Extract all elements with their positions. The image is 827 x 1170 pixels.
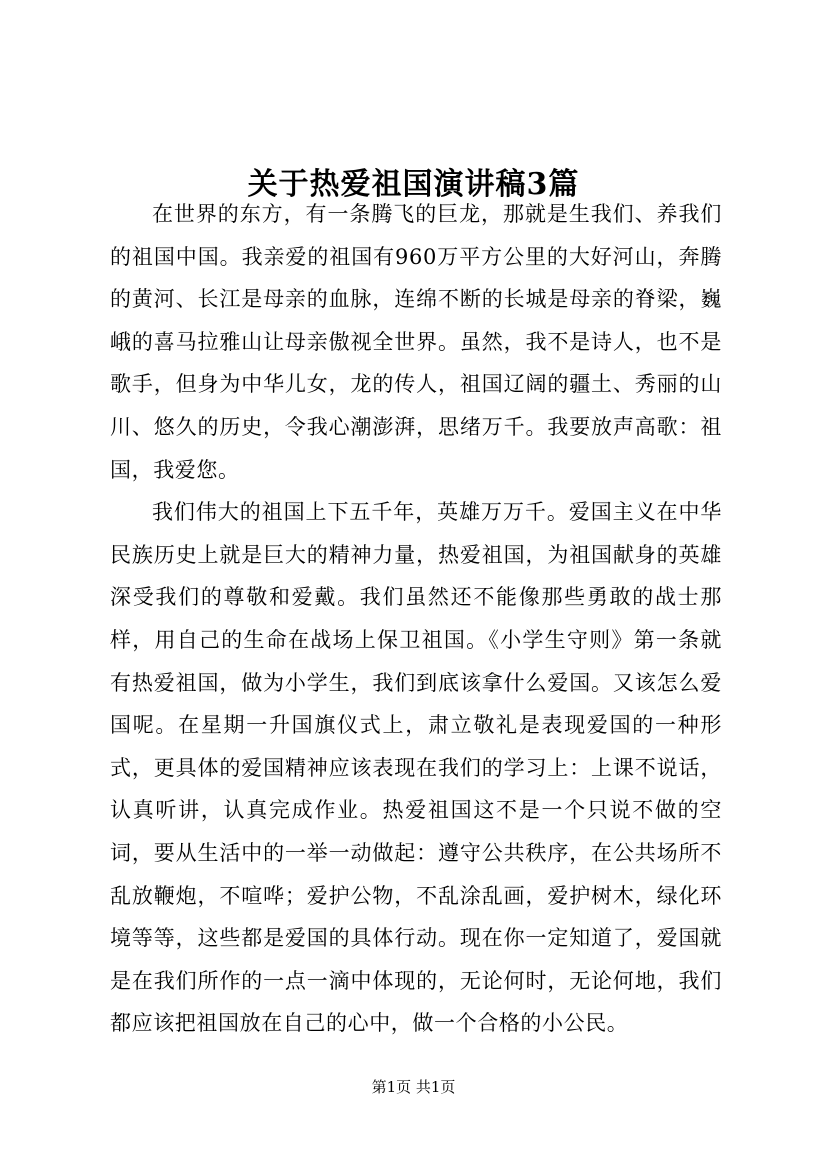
- paragraph-2: 我们伟大的祖国上下五千年，英雄万万千。爱国主义在中华民族历史上就是巨大的精神力量，热爱祖国，为祖国献身的英雄深受我们的尊敬和爱戴。我们虽然还不能像那些勇敢的战士那样，用自己的生命在战场上保卫祖国。《小学生守则》第一条就有热爱祖国，做为小学生，我们到底该拿什么爱国。又该怎么爱国呢。在星期一升国旗仪式上，肃立敬礼是表现爱国的一种形式，更具体的爱国精神应该表现在我们的学习上：上课不说话，认真听讲，认真完成作业。热爱祖国这不是一个只说不做的空词，要从生活中的一举一动做起：遵守公共秩序，在公共场所不乱放鞭炮，不喧哗；爱护公物，不乱涂乱画，爱护树木，绿化环境等等，这些都是爱国的具体行动。现在你一定知道了，爱国就是在我们所作的一点一滴中体现的，无论何时，无论何地，我们都应该把祖国放在自己的心中，做一个合格的小公民。: [110, 500, 722, 1036]
- paragraph-1: 在世界的东方，有一条腾飞的巨龙，那就是生我们、养我们的祖国中国。我亲爱的祖国有960万平方公里的大好河山，奔腾的黄河、长江是母亲的血脉，连绵不断的长城是母亲的脊梁，巍峨的喜马拉雅山让母亲傲视全世界。虽然，我不是诗人，也不是歌手，但身为中华儿女，龙的传人，祖国辽阔的疆土、秀丽的山川、悠久的历史，令我心潮澎湃，思绪万千。我要放声高歌：祖国，我爱您。: [110, 202, 722, 482]
- document-body: [110, 193, 722, 1045]
- page-number-footer: 第1页 共1页: [371, 1078, 456, 1096]
- document-title: 关于热爱祖国演讲稿3篇: [247, 167, 580, 203]
